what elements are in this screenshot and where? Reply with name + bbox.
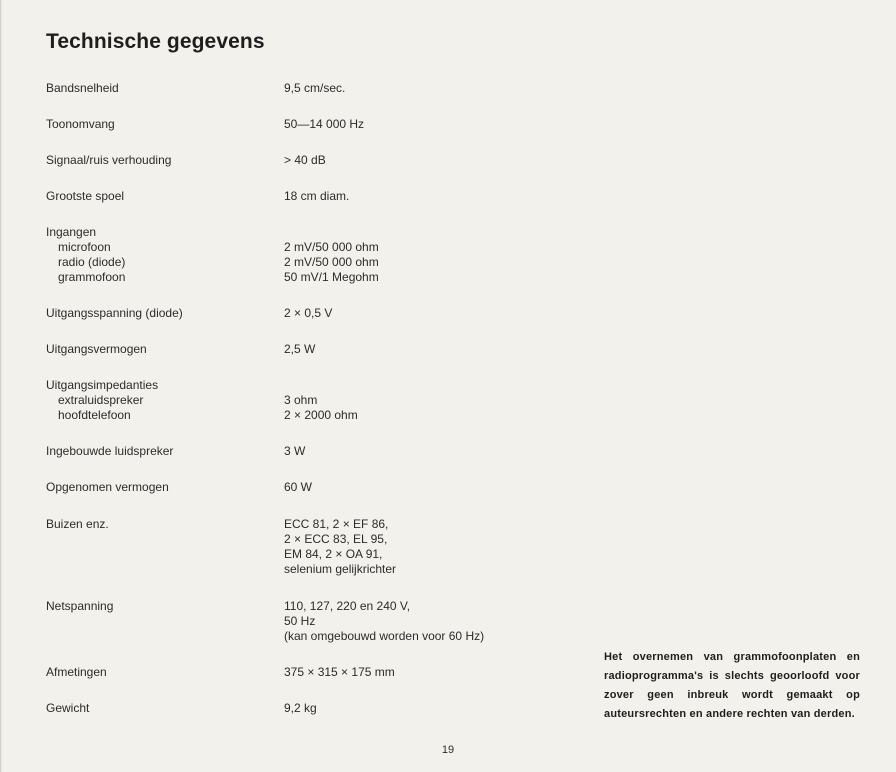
spec-value-line: EM 84, 2 × OA 91,	[284, 547, 383, 561]
spec-label-line: microfoon	[58, 240, 111, 254]
spec-label-line: hoofdtelefoon	[58, 408, 131, 422]
spec-value-line: 2 × 0,5 V	[284, 306, 333, 320]
spec-label-line: Afmetingen	[46, 665, 107, 679]
spec-value	[284, 444, 544, 459]
copyright-notice: Het overnemen van grammofoonplaten en radioprogramma's is slechts geoorloofd voor zover geen inbreuk wordt gemaakt op auteursrechten en andere rechten van derden.	[604, 651, 860, 720]
spec-value-line: 18 cm diam.	[284, 189, 350, 203]
spec-value	[284, 225, 544, 285]
spec-value-line: 50 mV/1 Megohm	[284, 270, 379, 284]
spec-value	[284, 81, 544, 96]
spec-label-line: grammofoon	[58, 270, 126, 284]
spec-value-line: 2 × ECC 83, EL 95,	[284, 532, 388, 546]
spec-value-line: 2 × 2000 ohm	[284, 408, 358, 422]
spec-label	[46, 189, 276, 204]
spec-value-line: selenium gelijkrichter	[284, 562, 397, 576]
spec-value-line: 2,5 W	[284, 342, 316, 356]
spec-value-line: 2 mV/50 000 ohm	[284, 240, 379, 254]
spec-label-line: Bandsnelheid	[46, 81, 119, 95]
spec-label	[46, 306, 276, 321]
spec-value	[284, 189, 544, 204]
spec-label-line: Ingangen	[46, 225, 97, 239]
spec-label	[46, 117, 276, 132]
spec-label	[46, 153, 276, 168]
spec-value-line: 2 mV/50 000 ohm	[284, 255, 379, 269]
spec-label	[46, 225, 276, 285]
spec-value-line: 60 W	[284, 480, 313, 494]
spec-value-line: 50—14 000 Hz	[284, 117, 365, 131]
spec-value	[284, 517, 544, 577]
spec-label-line: Uitgangsspanning (diode)	[46, 306, 183, 320]
spec-value	[284, 701, 544, 716]
spec-label	[46, 378, 276, 423]
spec-value-line: (kan omgebouwd worden voor 60 Hz)	[284, 629, 485, 643]
spec-label	[46, 665, 276, 680]
spec-label	[46, 81, 276, 96]
spec-label-line: Uitgangsvermogen	[46, 342, 147, 356]
spec-value-line: > 40 dB	[284, 153, 326, 167]
spec-value	[284, 153, 544, 168]
spec-value-line: 50 Hz	[284, 614, 316, 628]
spec-value	[284, 665, 544, 680]
page-title: Technische gegevens	[46, 30, 265, 53]
spec-label	[46, 480, 276, 495]
spec-value-line	[284, 225, 544, 240]
spec-label-line: extraluidspreker	[58, 393, 144, 407]
spec-value	[284, 599, 544, 644]
spec-value	[284, 480, 544, 495]
spec-label-line: Opgenomen vermogen	[46, 480, 169, 494]
spec-label-line: Netspanning	[46, 599, 114, 613]
spec-value-line: 3 W	[284, 444, 306, 458]
spec-label-line: Toonomvang	[46, 117, 115, 131]
spec-value-line: 110, 127, 220 en 240 V,	[284, 599, 411, 613]
page-number: 19	[441, 744, 455, 756]
spec-label-line: Grootste spoel	[46, 189, 125, 203]
page-edge	[0, 0, 2, 772]
spec-label	[46, 701, 276, 716]
spec-value	[284, 342, 544, 357]
spec-label	[46, 599, 276, 614]
spec-label-line: Signaal/ruis verhouding	[46, 153, 172, 167]
spec-label-line: Gewicht	[46, 701, 90, 715]
spec-label-line: radio (diode)	[58, 255, 126, 269]
spec-label-line: Buizen enz.	[46, 517, 109, 531]
spec-label	[46, 444, 276, 459]
spec-value-line	[284, 378, 544, 393]
spec-value	[284, 117, 544, 132]
spec-value-line: 375 × 315 × 175 mm	[284, 665, 395, 679]
spec-value-line: ECC 81, 2 × EF 86,	[284, 517, 389, 531]
spec-value-line: 9,5 cm/sec.	[284, 81, 346, 95]
spec-label	[46, 342, 276, 357]
spec-value	[284, 378, 544, 423]
spec-label-line: Uitgangsimpedanties	[46, 378, 159, 392]
spec-value-line: 3 ohm	[284, 393, 318, 407]
spec-label-line: Ingebouwde luidspreker	[46, 444, 174, 458]
spec-value	[284, 306, 544, 321]
spec-value-line: 9,2 kg	[284, 701, 317, 715]
spec-label	[46, 517, 276, 532]
